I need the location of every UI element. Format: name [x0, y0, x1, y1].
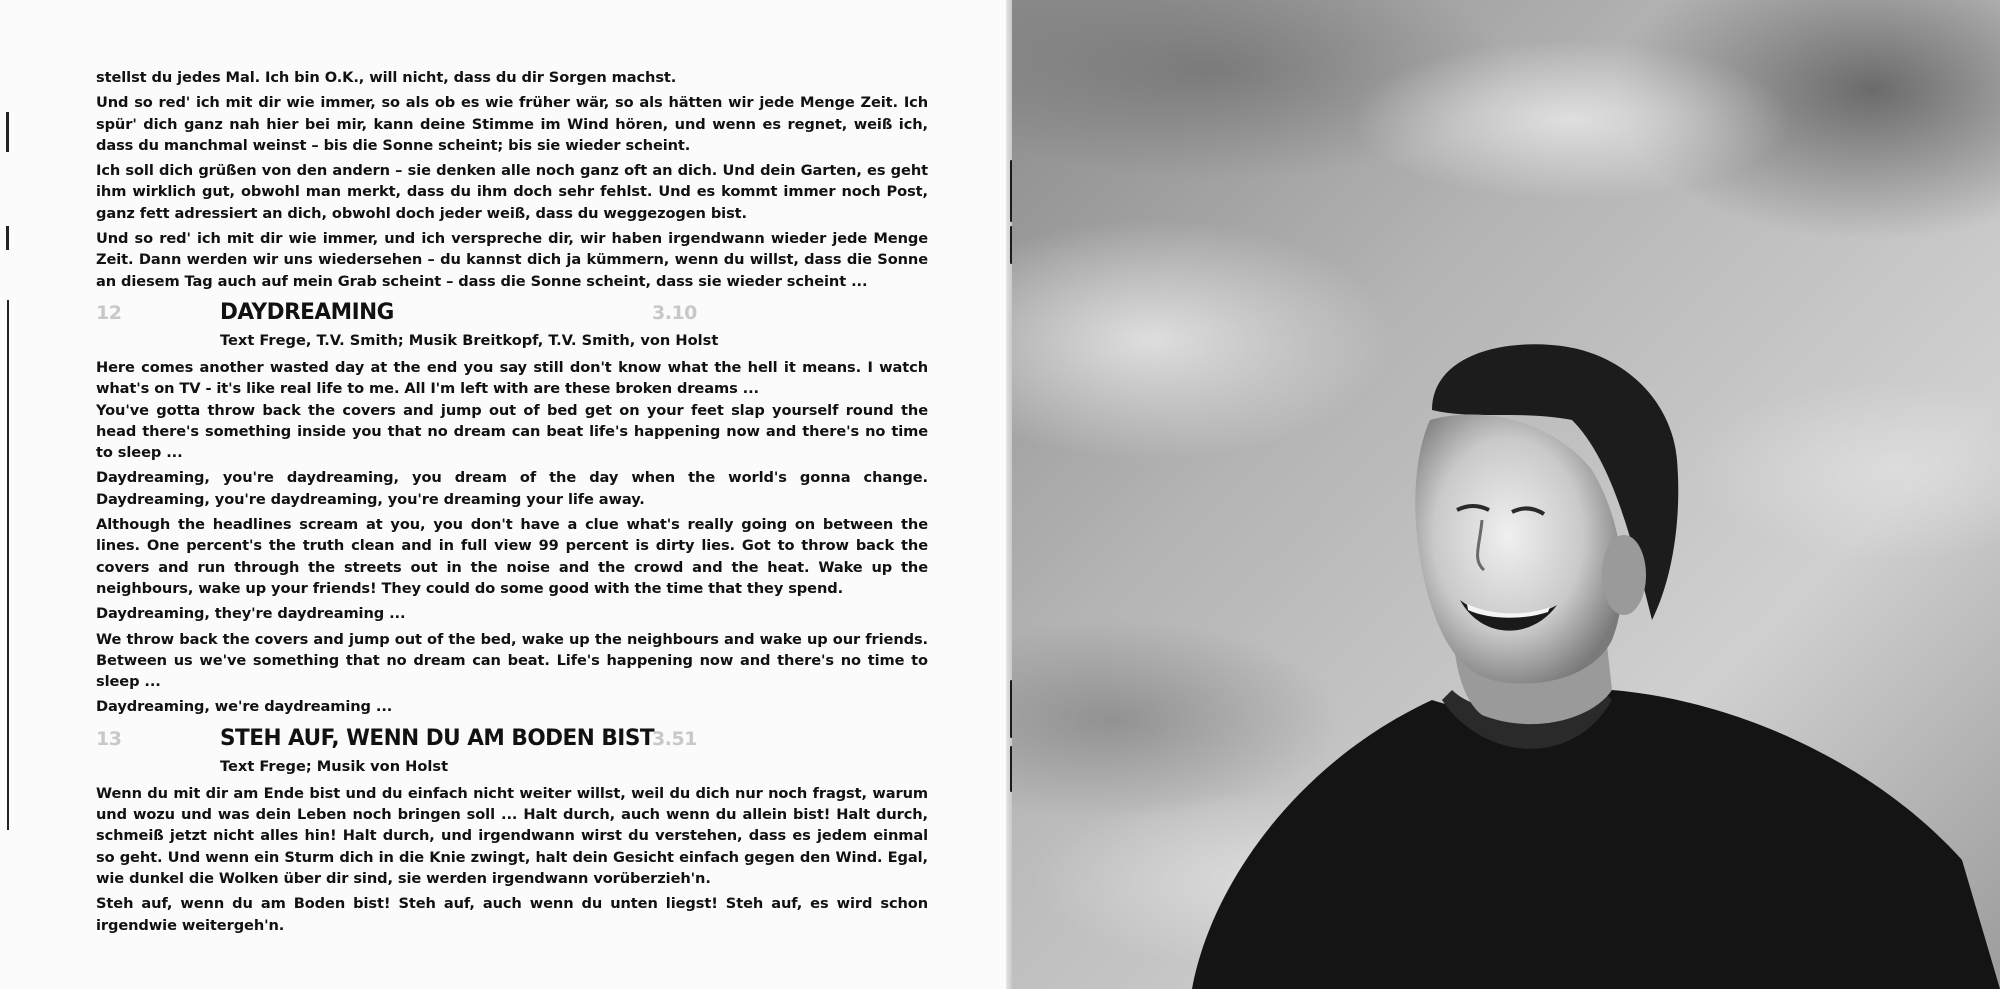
photo-page	[1012, 0, 2000, 989]
lyrics-paragraph: Daydreaming, you're daydreaming, you dream of the day when the world's gonna change. Daydreaming, you're daydreaming, you're dreaming your life away.	[96, 469, 928, 508]
track-number: 12	[96, 301, 122, 324]
song-credits: Text Frege; Musik von Holst	[220, 757, 449, 775]
lyrics-paragraph: Here comes another wasted day at the end you say still don't know what the hell it means. I watch what's on TV - it's like real life to me. All I'm left with are these broken dreams ... You've gotta throw back the covers and jump out of bed get on your feet slap yourself round the head there's something inside you that no dream can beat life's happening now and there's no time to sleep ...	[96, 358, 928, 462]
lyrics-paragraph: We throw back the covers and jump out of the bed, wake up the neighbours and wake up our friends. Between us we've something that no dream can beat. Life's happening now and there's no time to sleep ...	[96, 630, 928, 691]
track-duration: 3.10	[652, 301, 697, 324]
lyrics-block	[96, 67, 928, 940]
lyrics-paragraph: Although the headlines scream at you, you don't have a clue what's really going on between the lines. One percent's the truth clean and in full view 99 percent is dirty lies. Got to throw back the covers and run through the streets out in the noise and the crowd and the heat. Wake up the neighbours, wake up your friends! They could do some good with the time that they spend.	[96, 516, 928, 597]
song-title: DAYDREAMING	[220, 299, 394, 325]
lyrics-paragraph: Steh auf, wenn du am Boden bist! Steh auf, auch wenn du unten liegst! Steh auf, es wird schon irgendwie weitergeh'n.	[96, 895, 928, 934]
track-duration: 3.51	[652, 727, 697, 750]
lyrics-paragraph: Ich soll dich grüßen von den andern – sie denken alle noch ganz oft an dich. Und dein Garten, es geht ihm wirklich gut, obwohl man merkt, dass du ihm doch sehr fehlst. Und es kommt immer noch Post, ganz fett adressiert an dich, obwohl doch jeder weiß, dass du weggezogen bist.	[96, 162, 928, 222]
page-edge-mark	[6, 112, 9, 152]
song-header-12	[96, 300, 928, 330]
track-number: 13	[96, 727, 122, 750]
song-title: STEH AUF, WENN DU AM BODEN BIST	[220, 725, 655, 751]
lyrics-paragraph: Und so red' ich mit dir wie immer, so als ob es wie früher wär, so als hätten wir jede Menge Zeit. Ich spür' dich ganz nah hier bei mir, kann deine Stimme im Wind hören, und wenn es regnet, weiß ich, dass du manchmal weinst – bis die Sonne scheint; bis sie wieder scheint.	[96, 94, 928, 154]
light-cloud	[1352, 40, 1792, 200]
lyrics-paragraph: Wenn du mit dir am Ende bist und du einfach nicht weiter willst, weil du dich nur noch fragst, warum und wozu und was dein Leben noch bringen soll ... Halt durch, auch wenn du allein bist! Halt durch, schmeiß jetzt nicht alles hin! Halt durch, und irgendwann wirst du verstehen, dass es jedem einmal so geht. Und wenn ein Sturm dich in die Knie zwingt, halt dein Gesicht einfach gegen den Wind. Egal, wie dunkel die Wolken über dir sind, sie werden irgendwann vorüberzieh'n.	[96, 784, 928, 887]
lyrics-paragraph: Daydreaming, we're daydreaming ...	[96, 698, 393, 716]
portrait-photo	[1012, 0, 2000, 989]
song-credits: Text Frege, T.V. Smith; Musik Breitkopf, T.V. Smith, von Holst	[220, 331, 719, 349]
lyrics-paragraph: Daydreaming, they're daydreaming ...	[96, 605, 406, 623]
lyrics-paragraph: stellst du jedes Mal. Ich bin O.K., will nicht, dass du dir Sorgen machst.	[96, 69, 677, 86]
page-edge-mark	[6, 226, 9, 250]
lyrics-paragraph: Und so red' ich mit dir wie immer, und ich verspreche dir, wir haben irgendwann wieder jede Menge Zeit. Dann werden wir uns wiedersehen – du kannst dich ja kümmern, wenn du willst, dass die Sonne an diesem Tag auch auf mein Grab scheint – dass die Sonne scheint, dass sie wieder scheint ...	[96, 230, 928, 290]
page-edge-mark	[7, 300, 9, 830]
song-header-13	[96, 726, 928, 756]
